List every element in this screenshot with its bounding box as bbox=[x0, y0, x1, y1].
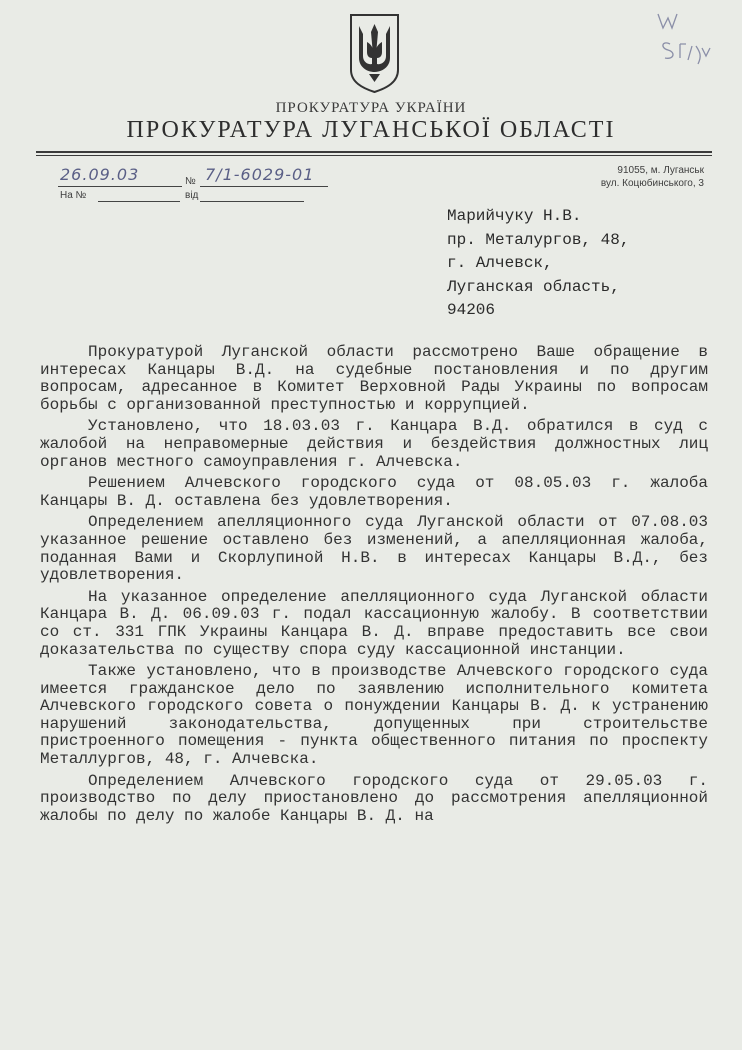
org-top-title: ПРОКУРАТУРА УКРАЇНИ bbox=[275, 100, 467, 116]
body-paragraph: На указанное определение апелляционного суда Луганской области Канцара В. Д. 06.09.03 г. подал кассационную жалобу. В соответствии со ст. 331 ГПК Украины Канцара В. Д. вправе предоставить все свои доказательства по существу спора суду кассационной инстанции. bbox=[40, 587, 708, 659]
outgoing-number: 7/1-6029-01 bbox=[205, 165, 315, 184]
header-rule-thin bbox=[36, 155, 712, 156]
recipient-line: Луганская область, bbox=[447, 277, 620, 296]
org-main-title: ПРОКУРАТУРА ЛУГАНСЬКОЇ ОБЛАСТІ bbox=[126, 117, 616, 143]
date-underline bbox=[58, 186, 182, 187]
body-paragraph: Прокуратурой Луганской области рассмотрено Ваше обращение в интересах Канцары В.Д. на судебные постановления и по другим вопросам, адресанное в Комитет Верховной Рады Украины по вопросам борьбы с организованной преступностью и коррупцией. bbox=[40, 343, 708, 414]
outgoing-reference bbox=[58, 165, 358, 208]
body-paragraph: Определением апелляционного суда Луганской области от 07.08.03 указанное решение оставлено без изменений, а апелляционная жалоба, поданная Вами и Скорлупиной Н.В. в интересах Канцары В.Д., без удовлетворения. bbox=[40, 513, 708, 585]
recipient-line: пр. Металургов, 48, bbox=[447, 230, 630, 249]
body-paragraph: Решением Алчевского городского суда от 08.05.03 г. жалоба Канцары В. Д. оставлена без удовлетворения. bbox=[40, 474, 708, 510]
incoming-date-label: від bbox=[185, 190, 199, 201]
recipient-line: г. Алчевск, bbox=[447, 254, 553, 272]
body-paragraph: Установлено, что 18.03.03 г. Канцара В.Д. обратился в суд с жалобой на неправомерные действия и бездействия должностных лиц органов местного самоуправления г. Алчевска. bbox=[40, 417, 708, 471]
body-paragraph: Также установлено, что в производстве Алчевского городского суда имеется гражданское дело по заявлению исполнительного комитета Алчевского городского совета о понуждении Канцары В. Д. к устранению нарушений законодательства, допущенных при строительстве пристроенного помещения - пункта общественного питания по проспекту Металлургов, 48, г. Алчевска. bbox=[40, 662, 708, 769]
handwritten-corner-note bbox=[640, 4, 735, 74]
recipient-line: Марийчуку Н.В. bbox=[447, 207, 582, 225]
header-rule bbox=[36, 151, 712, 153]
letter-body bbox=[40, 344, 708, 829]
recipient-line: 94206 bbox=[447, 301, 496, 319]
recipient-address bbox=[447, 205, 629, 323]
number-label: № bbox=[185, 176, 196, 187]
org-address-street: вул. Коцюбинського, 3 bbox=[600, 178, 704, 189]
incoming-number-underline bbox=[98, 201, 180, 202]
incoming-date-underline bbox=[200, 201, 304, 202]
body-paragraph: Определением Алчевского городского суда от 29.05.03 г. производство по делу приостановлено до рассмотрения апелляционной жалобы по делу по жалобе Канцары В. Д. на bbox=[40, 771, 708, 825]
incoming-number-label: На № bbox=[60, 190, 87, 201]
outgoing-date: 26.09.03 bbox=[60, 165, 140, 184]
org-address-city: 91055, м. Луганськ bbox=[617, 165, 704, 176]
trident-coat-of-arms-icon bbox=[347, 12, 402, 94]
number-underline bbox=[200, 186, 328, 187]
